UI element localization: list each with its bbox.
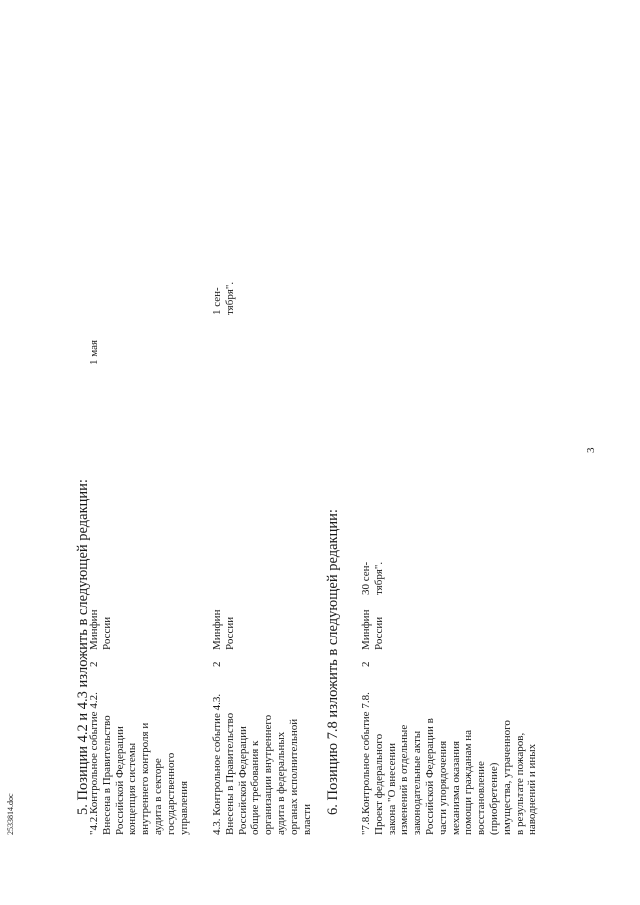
name-line: части упорядочения <box>436 740 449 835</box>
footer-filename: 2533814.doc <box>6 793 15 835</box>
name-line: государственного <box>164 752 177 835</box>
section-6-heading: 6. Позицию 7.8 изложить в следующей редакции: <box>325 509 341 815</box>
name-line: организации внутреннего <box>262 714 275 835</box>
row-name <box>88 675 190 835</box>
row-date <box>360 535 386 595</box>
section-5-heading: 5. Позиции 4.2 и 4.3 изложить в следующей редакции: <box>75 479 91 815</box>
resp-line: России <box>372 616 385 650</box>
name-line: "4.2.Контрольное событие 4.2. <box>88 692 100 835</box>
row-num: 2 <box>211 661 223 667</box>
row-name <box>211 675 313 835</box>
name-line: аудита в федеральных <box>274 731 287 835</box>
name-line: помощи гражданам на <box>462 730 475 835</box>
row-date <box>211 255 237 315</box>
date-line: тября". <box>223 281 236 315</box>
resp-line: Минфин <box>211 609 223 650</box>
name-line: Российской Федерации <box>113 726 126 835</box>
row-date: 1 мая <box>88 339 100 365</box>
row-num: 2 <box>88 661 100 667</box>
date-line: 1 сен- <box>211 287 223 315</box>
name-line: концепция системы <box>126 742 139 835</box>
name-line: Проект федерального <box>372 733 385 835</box>
row-responsible <box>88 590 114 650</box>
resp-line: Минфин <box>88 609 100 650</box>
name-line: (приобретение) <box>487 762 500 835</box>
name-line: изменений в отдельные <box>398 724 411 835</box>
row-name <box>360 675 539 835</box>
resp-line: России <box>223 616 236 650</box>
name-line: Внесены в Правительство <box>223 712 236 835</box>
name-line: управления <box>177 780 190 835</box>
name-line: органах исполнительной <box>287 718 300 835</box>
name-line: механизма оказания <box>449 740 462 835</box>
name-line: закона "О внесении <box>385 742 398 835</box>
date-line: 30 сен- <box>360 561 372 595</box>
name-line: власти <box>300 804 313 835</box>
name-line: наводнений и иных <box>526 743 539 835</box>
name-line: законодательные акты <box>411 730 424 835</box>
name-line: в результате пожаров, <box>513 732 526 835</box>
name-line: восстановление <box>475 761 488 835</box>
row-responsible <box>360 590 386 650</box>
date-line: тября". <box>372 561 385 595</box>
name-line: 4.3. Контрольное событие 4.3. <box>211 693 223 835</box>
row-num: 2 <box>360 661 372 667</box>
page-number: 3 <box>585 447 597 453</box>
name-line: внутреннего контроля и <box>139 722 152 835</box>
name-line: Внесена в Правительство <box>100 715 113 835</box>
row-responsible <box>211 590 237 650</box>
name-line: "7.8.Контрольное событие 7.8. <box>360 692 372 835</box>
name-line: аудита в секторе <box>151 758 164 835</box>
name-line: Российской Федерации в <box>423 718 436 835</box>
name-line: имущества, утраченного <box>500 720 513 835</box>
resp-line: России <box>100 616 113 650</box>
name-line: Российской Федерации <box>236 726 249 835</box>
name-line: общие требования к <box>249 740 262 835</box>
resp-line: Минфин <box>360 609 372 650</box>
